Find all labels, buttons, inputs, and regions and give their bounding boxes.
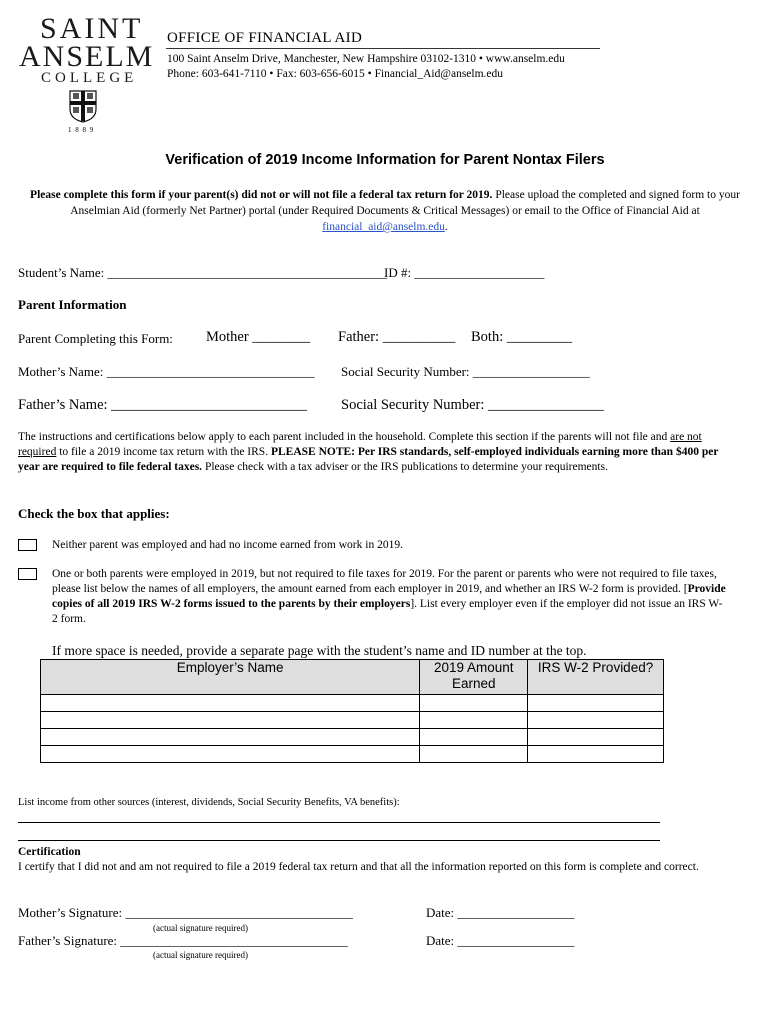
checkbox-employed-no-file[interactable] — [18, 568, 37, 580]
mother-name-field[interactable]: Mother’s Name: ________________________________ — [18, 364, 315, 379]
certification-heading: Certification — [18, 846, 81, 858]
option2-text-b: ]. List every employer even if the employer did not issue an IRS W-2 form. — [52, 598, 723, 625]
table-row[interactable] — [41, 729, 664, 746]
amount-cell[interactable] — [420, 712, 528, 729]
employer-cell[interactable] — [41, 746, 420, 763]
student-id-field[interactable]: ID #: ____________________ — [384, 265, 545, 280]
office-address: 100 Saint Anselm Drive, Manchester, New Hampshire 03102-1310 • www.anselm.edu — [167, 53, 565, 65]
mother-signature-note: (actual signature required) — [153, 923, 248, 933]
intro-paragraph — [20, 187, 750, 235]
table-row[interactable] — [41, 712, 664, 729]
other-income-line-2[interactable] — [18, 840, 660, 841]
w2-cell[interactable] — [528, 712, 664, 729]
more-space-note: If more space is needed, provide a separate page with the student’s name and ID number at the top. — [52, 643, 587, 658]
mother-signature-field[interactable]: Mother’s Signature: ___________________________________ — [18, 905, 353, 920]
employer-name-header: Employer’s Name — [41, 660, 420, 695]
table-row[interactable] — [41, 746, 664, 763]
student-name-field[interactable]: Student’s Name: ___________________________________________ — [18, 265, 388, 280]
amount-cell[interactable] — [420, 729, 528, 746]
amount-cell[interactable] — [420, 746, 528, 763]
parent-info-heading: Parent Information — [18, 297, 127, 312]
office-contact: Phone: 603-641-7110 • Fax: 603-656-6015 • Financial_Aid@anselm.edu — [167, 68, 504, 80]
employer-table-header — [41, 660, 664, 695]
college-logo-anselm: ANSELM — [19, 40, 155, 73]
financial-aid-email-link[interactable]: financial_aid@anselm.edu — [322, 221, 445, 233]
father-option[interactable]: Father: __________ — [338, 329, 456, 345]
mother-option[interactable]: Mother ________ — [206, 329, 311, 345]
mother-ssn-field[interactable]: Social Security Number: __________________ — [341, 364, 590, 379]
amount-cell[interactable] — [420, 695, 528, 712]
intro-bold: Please complete this form if your parent(s) did not or will not file a federal tax return for 2019. — [30, 189, 493, 201]
employer-cell[interactable] — [41, 712, 420, 729]
instructions-part2: to file a 2019 income tax return with the IRS. — [56, 446, 271, 458]
amount-earned-header: 2019 Amount Earned — [420, 660, 528, 695]
instructions-part1: The instructions and certifications below apply to each parent included in the household. Complete this section if the parents will not file and — [18, 431, 671, 443]
employer-cell[interactable] — [41, 729, 420, 746]
office-rule — [166, 48, 600, 49]
option-no-employment: Neither parent was employed and had no income earned from work in 2019. — [52, 539, 403, 551]
w2-cell[interactable] — [528, 695, 664, 712]
father-ssn-field[interactable]: Social Security Number: ________________ — [341, 397, 604, 413]
employer-table — [40, 659, 664, 763]
w2-cell[interactable] — [528, 729, 664, 746]
option2-text-a: One or both parents were employed in 2019, but not required to file taxes for 2019. For the parent or parents who were not required to file taxes, please list below the names of all employers, the amount earned from each employer in 2019, and whether an IRS W-2 form is provided. [ — [52, 568, 717, 595]
intro-text: Please upload the completed and signed form to your Anselmian Aid (formerly Net Partner) portal (under Required Documents & Critical Messages) or email to the Office of Financial Aid at — [70, 189, 740, 217]
other-income-line-1[interactable] — [18, 822, 660, 823]
other-income-label: List income from other sources (interest, dividends, Social Security Benefits, VA benefits): — [18, 797, 400, 808]
father-name-field[interactable]: Father’s Name: ___________________________ — [18, 397, 307, 413]
form-title: Verification of 2019 Income Information for Parent Nontax Filers — [165, 152, 605, 168]
certification-text: I certify that I did not and am not required to file a 2019 federal tax return and that all the information reported on this form is complete and correct. — [18, 861, 699, 873]
instructions-part3: Please check with a tax adviser or the IRS publications to determine your requirements. — [202, 461, 608, 473]
college-founding-year: 1 8 8 9 — [68, 126, 95, 134]
college-logo-saint: SAINT — [40, 12, 144, 45]
instructions-underline: are not required — [18, 431, 702, 458]
college-seal-icon — [68, 89, 98, 123]
option-employed-no-file — [52, 567, 728, 627]
checkbox-no-employment[interactable] — [18, 539, 37, 551]
father-signature-note: (actual signature required) — [153, 950, 248, 960]
w2-cell[interactable] — [528, 746, 664, 763]
college-logo-college: COLLEGE — [41, 70, 138, 86]
option2-bold: Provide copies of all 2019 IRS W-2 forms issued to the parents by their employers — [52, 583, 726, 610]
parent-completing-label: Parent Completing this Form: — [18, 331, 173, 346]
mother-date-field[interactable]: Date: __________________ — [426, 905, 575, 920]
intro-end: . — [444, 221, 448, 233]
both-option[interactable]: Both: _________ — [471, 329, 573, 345]
father-date-field[interactable]: Date: __________________ — [426, 933, 575, 948]
instructions-note: PLEASE NOTE: Per IRS standards, self-employed individuals earning more than $400 per year are required to file federal taxes. — [18, 446, 719, 473]
check-heading: Check the box that applies: — [18, 506, 170, 521]
office-title: OFFICE OF FINANCIAL AID — [167, 30, 363, 46]
table-row[interactable] — [41, 695, 664, 712]
father-signature-field[interactable]: Father’s Signature: ___________________________________ — [18, 933, 348, 948]
instructions-paragraph — [18, 430, 733, 475]
w2-provided-header: IRS W-2 Provided? — [528, 660, 664, 695]
employer-cell[interactable] — [41, 695, 420, 712]
